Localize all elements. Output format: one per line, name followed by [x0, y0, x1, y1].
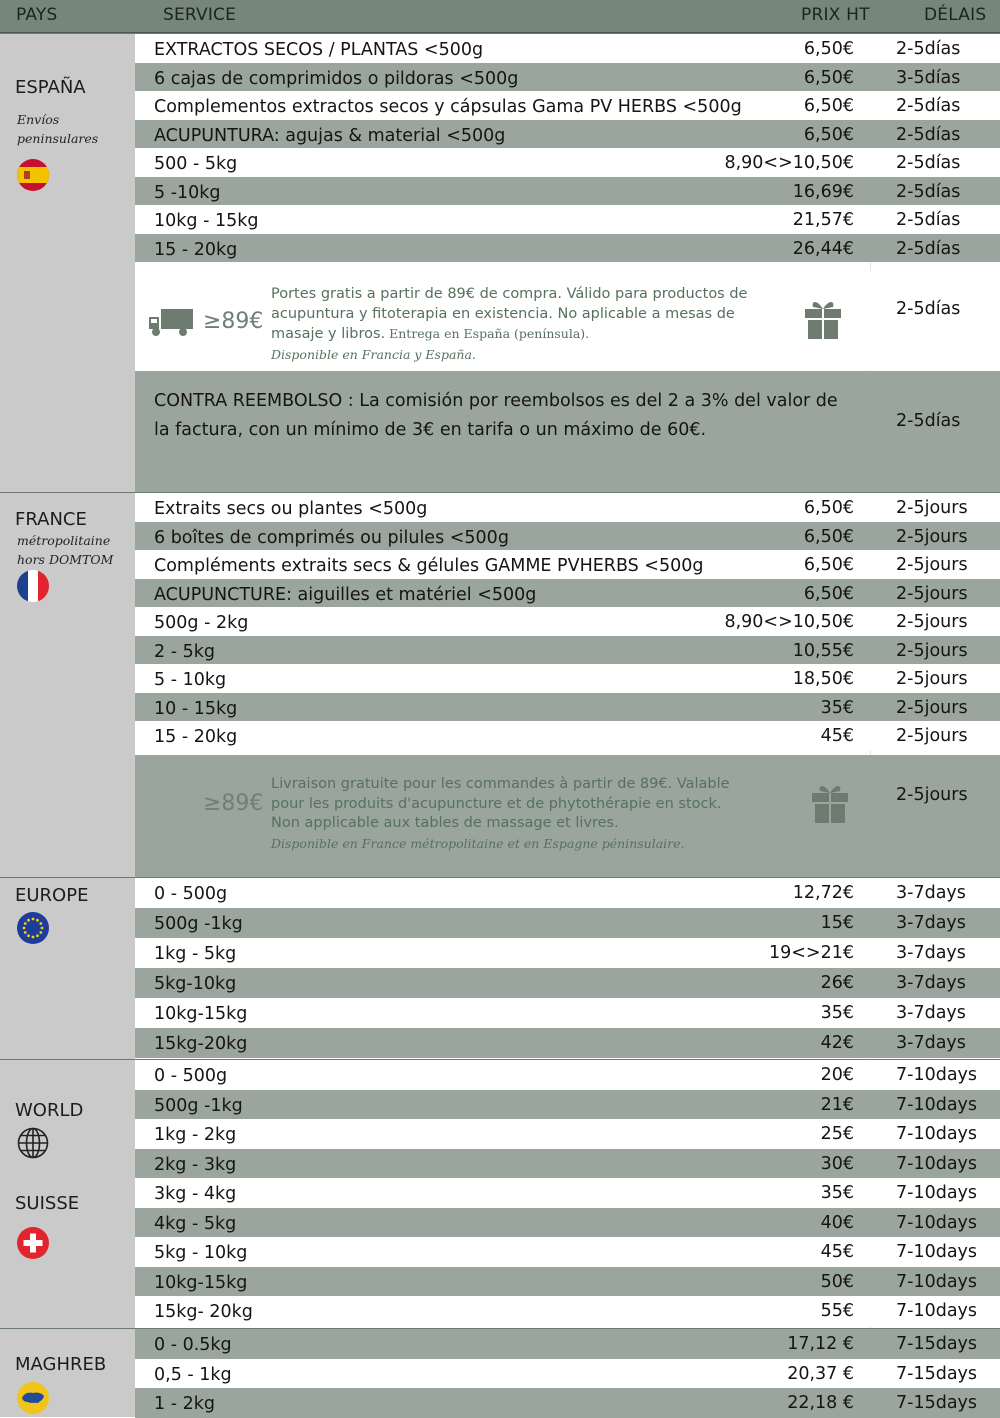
table-row — [135, 1149, 1000, 1179]
price-cell: 25€ — [820, 1124, 854, 1144]
header-pays: PAYS — [16, 5, 58, 25]
cod-espana — [135, 371, 1000, 492]
maghreb-map-icon — [16, 1381, 50, 1415]
country-name: MAGHREB — [15, 1354, 107, 1375]
country-cell-espana — [0, 34, 135, 492]
service-cell: 6 cajas de comprimidos o pildoras <500g — [154, 68, 519, 89]
country-name-2: SUISSE — [15, 1193, 80, 1214]
table-row — [135, 938, 1000, 968]
delay-cell: 2-5jours — [896, 526, 968, 547]
table-row — [135, 205, 1000, 234]
delay-cell: 7-10days — [896, 1301, 978, 1321]
delay-cell: 7-10days — [896, 1153, 978, 1174]
price-cell: 6,50€ — [803, 96, 854, 116]
delay-cell: 3-7days — [896, 883, 966, 903]
delay-cell: 3-7days — [896, 973, 966, 993]
country-name: EUROPE — [15, 885, 89, 906]
table-row — [135, 878, 1000, 908]
header-delais: DÉLAIS — [924, 5, 987, 25]
promo-threshold: ≥89€ — [203, 791, 264, 816]
delay-cell: 7-10days — [896, 1183, 978, 1203]
table-row — [135, 721, 1000, 750]
price-cell: 21,57€ — [792, 210, 854, 230]
price-cell: 16,69€ — [792, 181, 854, 202]
price-cell: 55€ — [820, 1301, 854, 1321]
delay-cell: 7-10days — [896, 1271, 978, 1292]
delay-cell: 2-5jours — [896, 498, 968, 518]
promo-france — [135, 755, 1000, 877]
service-cell: 0 - 500g — [154, 1066, 228, 1086]
table-row — [135, 177, 1000, 206]
promo-text: Livraison gratuite pour les commandes à partir de 89€. Valable pour les produits d'acupuncture et de phytothérapie en stock. Non applicable aux tables de massage et livres. — [271, 776, 730, 831]
country-name: FRANCE — [15, 509, 87, 530]
price-cell: 20,37 € — [787, 1363, 854, 1384]
table-row — [135, 607, 1000, 636]
delay-cell: 2-5jours — [896, 555, 968, 575]
service-cell: 0,5 - 1kg — [154, 1364, 232, 1385]
table-row — [135, 63, 1000, 92]
delay-cell: 2-5jours — [896, 669, 968, 689]
country-cell-france — [0, 493, 135, 877]
service-cell: 1kg - 5kg — [154, 944, 237, 964]
delay-cell: 2-5jours — [896, 726, 968, 746]
table-row — [135, 522, 1000, 551]
delay-cell: 2-5jours — [896, 697, 968, 718]
service-cell: 500g - 2kg — [154, 613, 249, 633]
delay-cell: 2-5días — [896, 153, 961, 173]
price-cell: 6,50€ — [803, 526, 854, 547]
service-cell: 10kg - 15kg — [154, 211, 259, 231]
service-cell: 500 - 5kg — [154, 154, 238, 174]
table-row — [135, 120, 1000, 149]
delay-cell: 2-5jours — [896, 583, 968, 604]
price-cell: 35€ — [820, 697, 854, 718]
globe-icon — [16, 1126, 50, 1160]
table-header — [0, 0, 1000, 33]
promo-text: Portes gratis a partir de 89€ de compra. Válido para productos de acupuntura y fitoterapia en existencia. No aplicable a mesas de masaje y libros. — [271, 286, 748, 342]
price-cell: 6,50€ — [803, 39, 854, 59]
price-cell: 20€ — [820, 1065, 854, 1085]
header-service: SERVICE — [163, 5, 237, 25]
service-cell: ACUPUNTURA: agujas & material <500g — [154, 125, 506, 146]
service-cell: 5kg - 10kg — [154, 1243, 248, 1263]
service-cell: 5 -10kg — [154, 182, 221, 203]
delay-cell: 7-10days — [896, 1124, 978, 1144]
service-cell: 15 - 20kg — [154, 239, 238, 260]
service-cell: Compléments extraits secs & gélules GAMME PVHERBS <500g — [154, 556, 704, 576]
table-row — [135, 579, 1000, 608]
table-row — [135, 1028, 1000, 1058]
table-row — [135, 1060, 1000, 1090]
price-cell: 22,18 € — [787, 1393, 854, 1413]
price-cell: 8,90<>10,50€ — [724, 153, 854, 173]
promo-availability: Disponible en Francia y España. — [271, 346, 476, 362]
delay-cell: 2-5días — [896, 238, 961, 259]
service-cell: 2kg - 3kg — [154, 1154, 237, 1175]
service-cell: 5 - 10kg — [154, 670, 227, 690]
delay-cell: 2-5días — [896, 210, 961, 230]
price-cell: 6,50€ — [803, 124, 854, 145]
delay-cell: 7-10days — [896, 1242, 978, 1262]
service-cell: 15kg- 20kg — [154, 1302, 253, 1322]
price-cell: 12,72€ — [792, 883, 854, 903]
cod-text: CONTRA REEMBOLSO : La comisión por reembolsos es del 2 a 3% del valor de la factura, con un mínimo de 3€ en tarifa o un máximo de 60€. — [154, 391, 838, 440]
section-france — [0, 492, 1000, 877]
section-maghreb — [0, 1328, 1000, 1417]
service-cell: 1kg - 2kg — [154, 1125, 237, 1145]
price-cell: 45€ — [820, 726, 854, 746]
price-cell: 18,50€ — [792, 669, 854, 689]
table-row — [135, 664, 1000, 693]
table-row — [135, 493, 1000, 522]
delay-cell: 2-5días — [896, 39, 961, 59]
price-cell: 40€ — [820, 1212, 854, 1233]
promo-delay: 2-5jours — [896, 785, 968, 805]
table-row — [135, 234, 1000, 263]
service-cell: 15kg-20kg — [154, 1034, 248, 1054]
table-row — [135, 148, 1000, 177]
truck-icon — [147, 307, 195, 337]
service-cell: 1 - 2kg — [154, 1394, 215, 1414]
service-cell: 3kg - 4kg — [154, 1184, 237, 1204]
country-subtitle: Envíos peninsulares — [17, 112, 99, 146]
promo-availability: Disponible en France métropolitaine et en Espagne péninsulaire. — [271, 835, 685, 851]
table-row — [135, 693, 1000, 722]
header-prix: PRIX HT — [801, 5, 870, 25]
price-cell: 30€ — [820, 1153, 854, 1174]
price-cell: 42€ — [820, 1033, 854, 1053]
promo-espana — [135, 271, 1000, 370]
section-europe — [0, 877, 1000, 1059]
delay-cell: 2-5jours — [896, 640, 968, 661]
country-cell-maghreb — [0, 1329, 135, 1417]
table-row — [135, 1359, 1000, 1389]
section-espana — [0, 33, 1000, 492]
price-cell: 6,50€ — [803, 555, 854, 575]
section-world — [0, 1059, 1000, 1328]
gift-icon — [803, 299, 843, 341]
service-cell: 500g -1kg — [154, 1095, 243, 1116]
delay-cell: 7-10days — [896, 1212, 978, 1233]
service-cell: 2 - 5kg — [154, 641, 215, 662]
delay-cell: 3-7days — [896, 1033, 966, 1053]
price-cell: 15€ — [820, 913, 854, 933]
service-cell: EXTRACTOS SECOS / PLANTAS <500g — [154, 40, 484, 60]
price-cell: 26€ — [820, 973, 854, 993]
service-cell: Extraits secs ou plantes <500g — [154, 499, 428, 519]
service-cell: 15 - 20kg — [154, 727, 238, 747]
promo-text-serif: Entrega en España (península). — [385, 326, 590, 341]
table-row — [135, 1119, 1000, 1149]
table-row — [135, 91, 1000, 120]
service-cell: ACUPUNCTURE: aiguilles et matériel <500g — [154, 584, 537, 605]
price-cell: 21€ — [820, 1094, 854, 1115]
country-cell-world — [0, 1060, 135, 1328]
price-cell: 19<>21€ — [769, 943, 854, 963]
table-row — [135, 1267, 1000, 1297]
promo-delay: 2-5días — [896, 299, 961, 319]
delay-cell: 7-10days — [896, 1094, 978, 1115]
price-cell: 26,44€ — [792, 238, 854, 259]
delay-cell: 7-15days — [896, 1363, 978, 1384]
service-cell: 10 - 15kg — [154, 698, 238, 719]
price-cell: 6,50€ — [803, 583, 854, 604]
promo-threshold: ≥89€ — [203, 309, 264, 334]
price-cell: 45€ — [820, 1242, 854, 1262]
swiss-flag-icon — [16, 1226, 50, 1260]
delay-cell: 7-15days — [896, 1334, 978, 1354]
spain-flag-icon — [16, 158, 50, 192]
table-row — [135, 1237, 1000, 1267]
price-cell: 35€ — [820, 1183, 854, 1203]
table-row — [135, 636, 1000, 665]
service-cell: 0 - 0.5kg — [154, 1335, 232, 1355]
price-cell: 35€ — [820, 1003, 854, 1023]
service-cell: 4kg - 5kg — [154, 1213, 237, 1234]
table-row — [135, 1178, 1000, 1208]
service-cell: Complementos extractos secos y cápsulas Gama PV HERBS <500g — [154, 97, 742, 117]
cod-delay: 2-5días — [896, 411, 961, 431]
price-cell: 6,50€ — [803, 498, 854, 518]
country-cell-europe — [0, 878, 135, 1059]
country-name: ESPAÑA — [15, 77, 86, 98]
price-cell: 8,90<>10,50€ — [724, 612, 854, 632]
service-cell: 0 - 500g — [154, 884, 228, 904]
delay-cell: 3-7days — [896, 1003, 966, 1023]
delay-cell: 7-10days — [896, 1065, 978, 1085]
table-row — [135, 968, 1000, 998]
eu-flag-icon — [16, 911, 50, 945]
delay-cell: 3-7days — [896, 913, 966, 933]
table-row — [135, 1296, 1000, 1326]
price-cell: 17,12 € — [787, 1334, 854, 1354]
price-cell: 6,50€ — [803, 67, 854, 88]
delay-cell: 2-5días — [896, 181, 961, 202]
country-subtitle: métropolitaine hors DOMTOM — [17, 533, 114, 567]
service-cell: 10kg-15kg — [154, 1272, 248, 1293]
delay-cell: 2-5jours — [896, 612, 968, 632]
delay-cell: 2-5días — [896, 96, 961, 116]
price-cell: 50€ — [820, 1271, 854, 1292]
service-cell: 10kg-15kg — [154, 1004, 248, 1024]
table-row — [135, 1329, 1000, 1359]
france-flag-icon — [16, 569, 50, 603]
table-row — [135, 1208, 1000, 1238]
delay-cell: 7-15days — [896, 1393, 978, 1413]
table-row — [135, 550, 1000, 579]
service-cell: 500g -1kg — [154, 914, 243, 934]
table-row — [135, 908, 1000, 938]
table-row — [135, 1090, 1000, 1120]
delay-cell: 3-7days — [896, 943, 966, 963]
service-cell: 5kg-10kg — [154, 974, 237, 994]
price-cell: 10,55€ — [792, 640, 854, 661]
table-row — [135, 1388, 1000, 1418]
gift-icon — [810, 783, 850, 825]
table-row — [135, 34, 1000, 63]
delay-cell: 3-5días — [896, 67, 961, 88]
delay-cell: 2-5días — [896, 124, 961, 145]
service-cell: 6 boîtes de comprimés ou pilules <500g — [154, 527, 509, 548]
country-name: WORLD — [15, 1100, 84, 1121]
table-row — [135, 998, 1000, 1028]
